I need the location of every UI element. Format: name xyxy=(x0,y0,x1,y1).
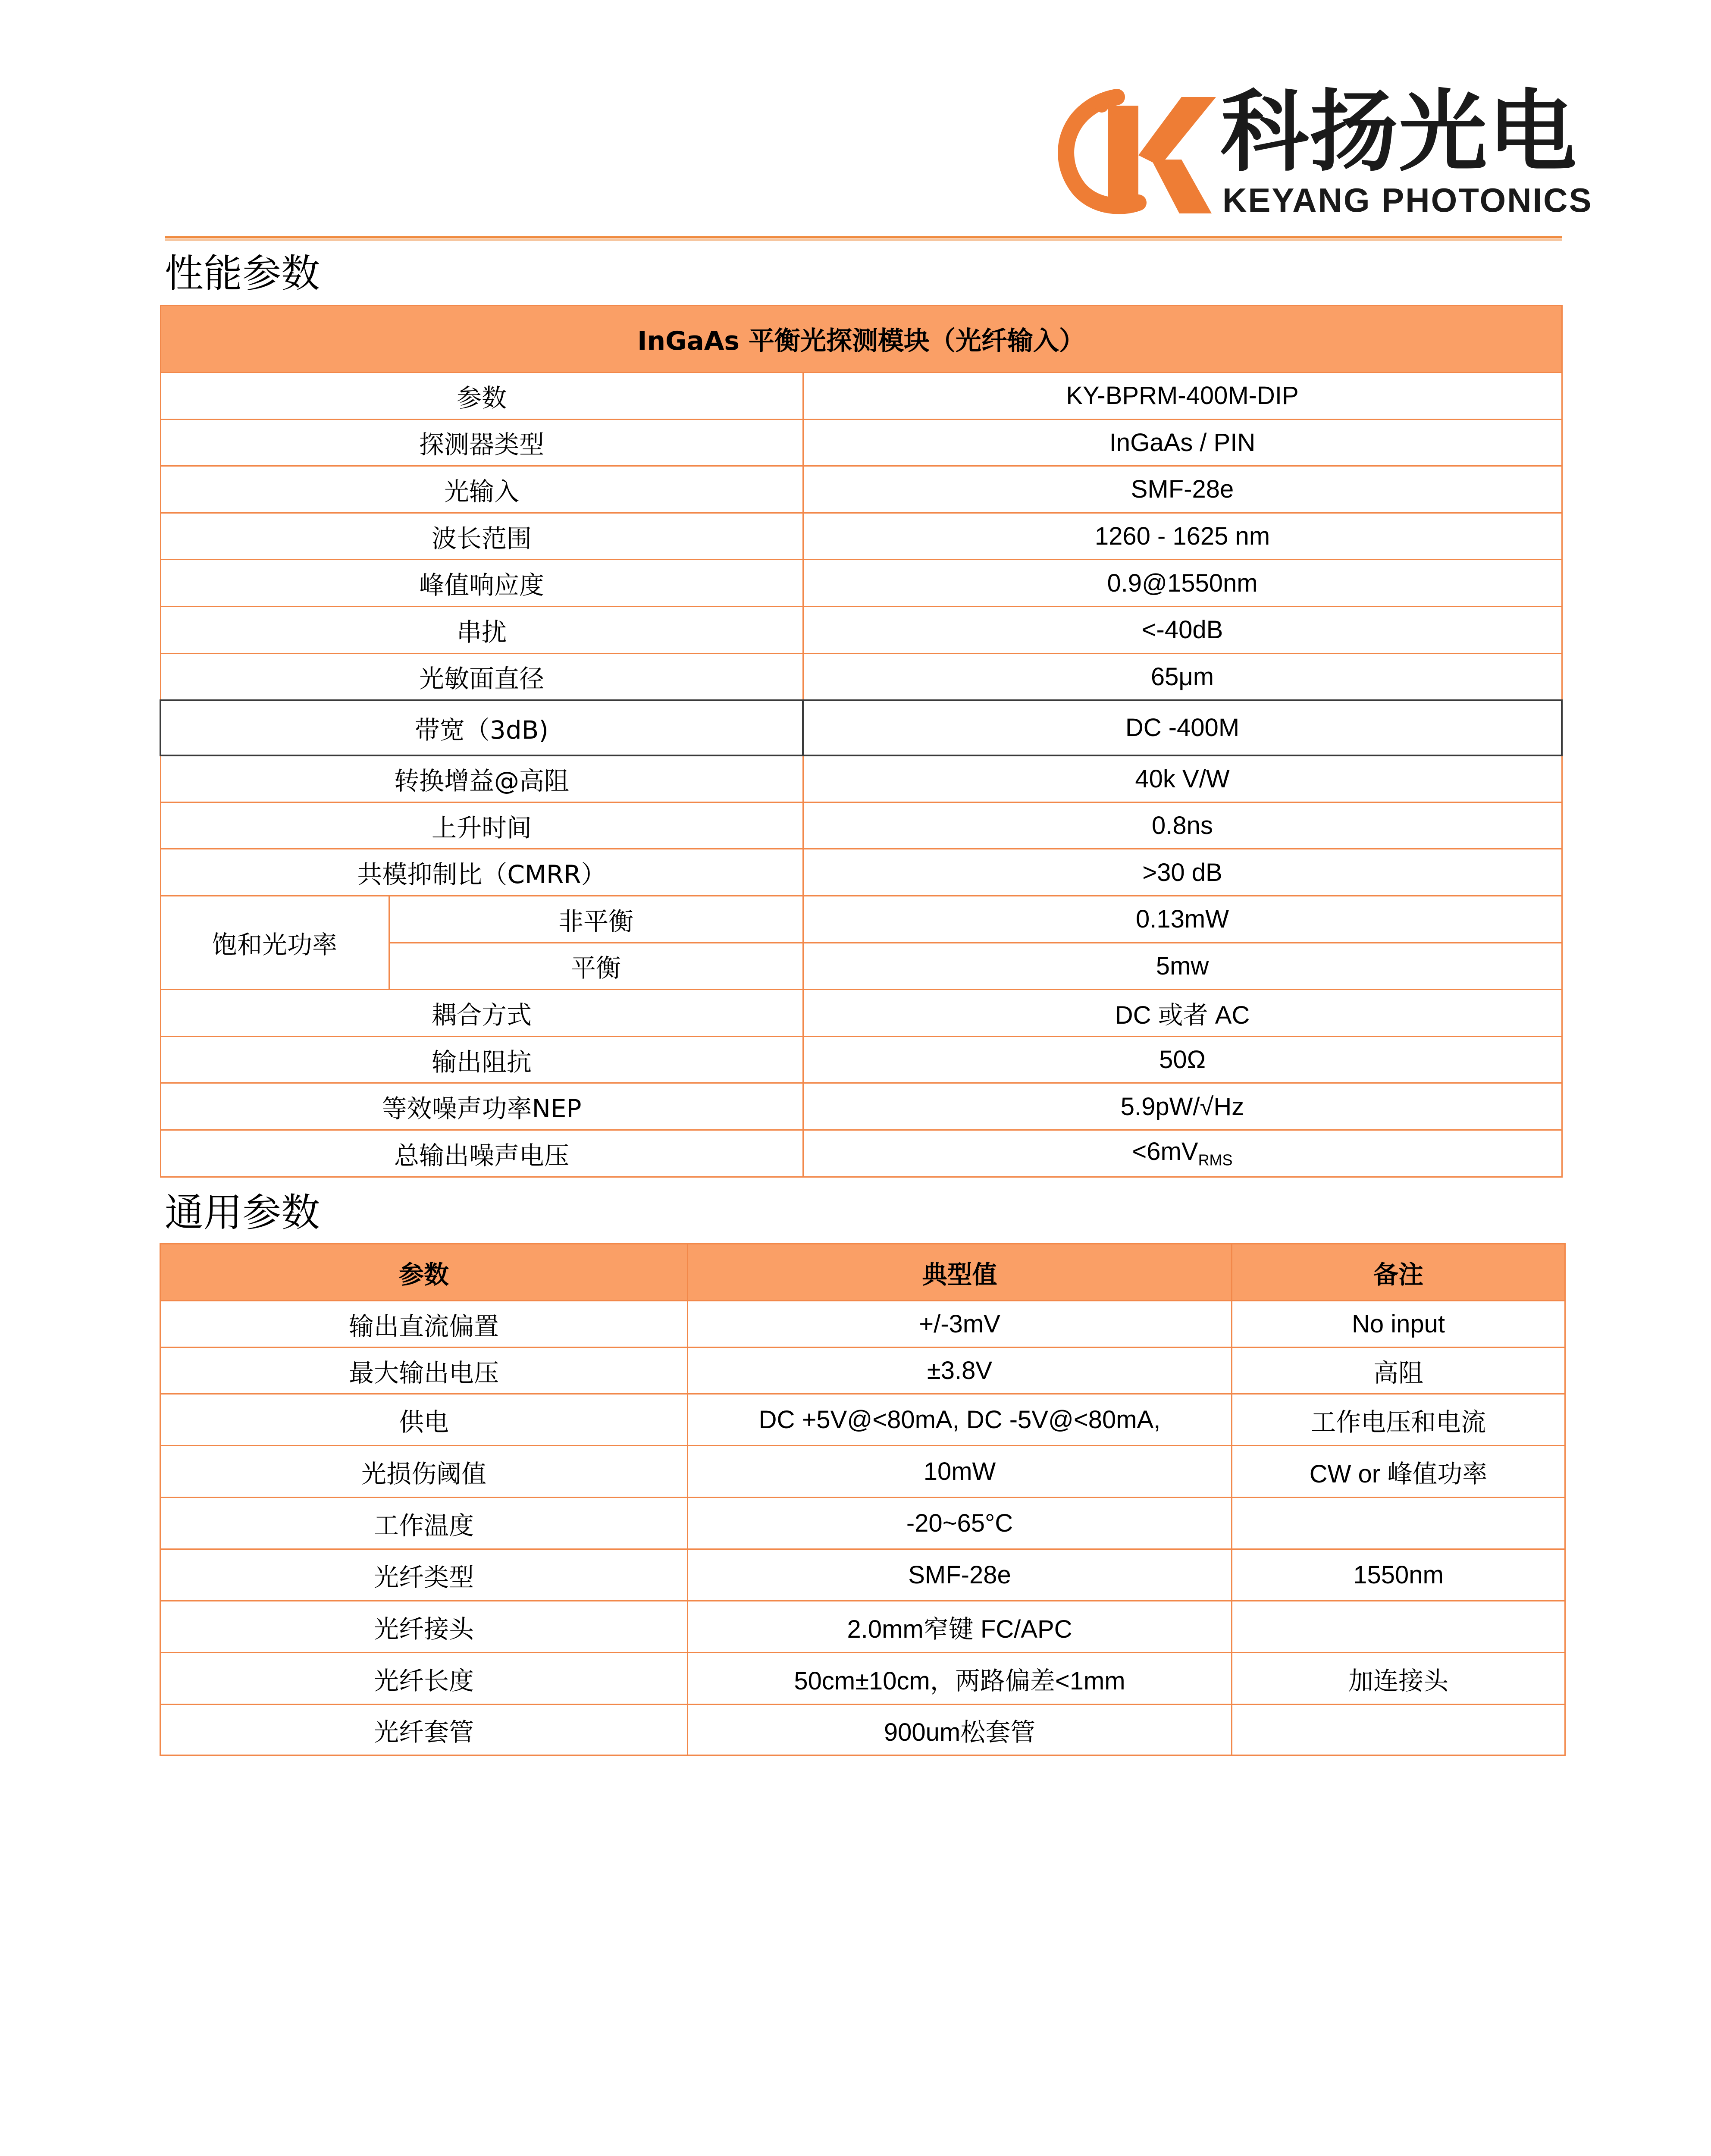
remark-cell xyxy=(1232,1498,1565,1549)
table-row xyxy=(160,1036,1562,1083)
param-name-cell: 输出直流偏置 xyxy=(160,1301,688,1348)
param-value-cell: 40k V/W xyxy=(803,755,1562,802)
noise-value: <6mV xyxy=(1132,1138,1198,1166)
table-row xyxy=(160,419,1562,466)
table-row xyxy=(160,653,1562,700)
remark-cell xyxy=(1232,1601,1565,1653)
typical-value-cell: 50cm±10cm，两路偏差<1mm xyxy=(688,1653,1232,1705)
typical-value-cell: 900um松套管 xyxy=(688,1705,1232,1755)
table-row xyxy=(160,513,1562,560)
general-parameters-table xyxy=(160,1243,1566,1756)
column-header-typical: 典型值 xyxy=(688,1244,1232,1301)
performance-table-title: InGaAs 平衡光探测模块（光纤输入） xyxy=(160,306,1562,373)
param-name-cell: 供电 xyxy=(160,1394,688,1446)
noise-unit-subscript: RMS xyxy=(1198,1151,1233,1169)
param-name-cell: 上升时间 xyxy=(160,802,803,849)
remark-cell: CW or 峰值功率 xyxy=(1232,1446,1565,1498)
table-row xyxy=(160,990,1562,1037)
param-name-cell: 转换增益@高阻 xyxy=(160,755,803,802)
table-row xyxy=(160,560,1562,607)
param-name-cell: 带宽（3dB) xyxy=(160,700,803,755)
param-name-cell: 工作温度 xyxy=(160,1498,688,1549)
typical-value-cell: DC +5V@<80mA, DC -5V@<80mA, xyxy=(688,1394,1232,1446)
typical-value-cell: +/-3mV xyxy=(688,1301,1232,1348)
remark-cell xyxy=(1232,1705,1565,1755)
column-header-param: 参数 xyxy=(160,1244,688,1301)
table-row xyxy=(160,1498,1565,1549)
table-row xyxy=(160,1301,1565,1348)
param-value-cell: DC 或者 AC xyxy=(803,990,1562,1037)
param-value-cell: 1260 - 1625 nm xyxy=(803,513,1562,560)
general-table-header-row xyxy=(160,1244,1565,1301)
saturation-mode-cell: 平衡 xyxy=(389,943,803,990)
table-row xyxy=(160,606,1562,653)
table-row xyxy=(160,1705,1565,1755)
table-row xyxy=(160,1549,1565,1601)
saturation-value-cell: 5mw xyxy=(803,943,1562,990)
param-name-cell: 总输出噪声电压 xyxy=(160,1130,803,1177)
keyang-k-logo-icon xyxy=(1052,80,1216,226)
header-divider xyxy=(165,236,1562,238)
table-row xyxy=(160,755,1562,802)
param-name-cell: 峰值响应度 xyxy=(160,560,803,607)
param-value-cell: SMF-28e xyxy=(803,466,1562,513)
param-name-cell: 光纤类型 xyxy=(160,1549,688,1601)
remark-cell: 加连接头 xyxy=(1232,1653,1565,1705)
table-row xyxy=(160,1446,1565,1498)
param-value-cell: DC -400M xyxy=(803,700,1562,755)
param-name-cell: 参数 xyxy=(160,373,803,420)
table-row xyxy=(160,1394,1565,1446)
section-title-general: 通用参数 xyxy=(165,1190,320,1235)
param-name-cell: 光敏面直径 xyxy=(160,653,803,700)
param-name-cell: 探测器类型 xyxy=(160,419,803,466)
table-row xyxy=(160,1083,1562,1130)
param-name-cell: 最大输出电压 xyxy=(160,1348,688,1394)
table-row xyxy=(160,373,1562,420)
param-name-cell: 耦合方式 xyxy=(160,990,803,1037)
remark-cell: 1550nm xyxy=(1232,1549,1565,1601)
table-row xyxy=(160,700,1562,755)
param-name-cell: 光损伤阈值 xyxy=(160,1446,688,1498)
param-value-cell: KY-BPRM-400M-DIP xyxy=(803,373,1562,420)
param-name-cell: 波长范围 xyxy=(160,513,803,560)
typical-value-cell: 2.0mm窄键 FC/APC xyxy=(688,1601,1232,1653)
param-name-cell: 等效噪声功率NEP xyxy=(160,1083,803,1130)
company-logo xyxy=(1052,80,1593,226)
remark-cell: No input xyxy=(1232,1301,1565,1348)
typical-value-cell: ±3.8V xyxy=(688,1348,1232,1394)
param-name-cell: 光纤套管 xyxy=(160,1705,688,1755)
table-row xyxy=(160,849,1562,896)
param-name-cell: 共模抑制比（CMRR） xyxy=(160,849,803,896)
saturation-value-cell: 0.13mW xyxy=(803,896,1562,943)
column-header-remark: 备注 xyxy=(1232,1244,1565,1301)
param-name-cell: 串扰 xyxy=(160,606,803,653)
param-value-cell: 50Ω xyxy=(803,1036,1562,1083)
general-table-body xyxy=(160,1301,1565,1755)
param-value-cell: 65μm xyxy=(803,653,1562,700)
table-row xyxy=(160,1653,1565,1705)
typical-value-cell: 10mW xyxy=(688,1446,1232,1498)
brand-name-en: KEYANG PHOTONICS xyxy=(1222,181,1593,219)
param-value-cell: 0.9@1550nm xyxy=(803,560,1562,607)
table-row xyxy=(160,1348,1565,1394)
performance-table-body xyxy=(160,373,1562,1177)
brand-name-cn: 科扬光电 xyxy=(1220,81,1577,184)
param-name-cell: 光纤长度 xyxy=(160,1653,688,1705)
table-row xyxy=(160,466,1562,513)
table-row xyxy=(160,896,1562,943)
param-name-cell: 光输入 xyxy=(160,466,803,513)
param-name-cell: 输出阻抗 xyxy=(160,1036,803,1083)
remark-cell: 高阻 xyxy=(1232,1348,1565,1394)
param-value-cell: 5.9pW/√Hz xyxy=(803,1083,1562,1130)
table-row xyxy=(160,1601,1565,1653)
param-value-cell: >30 dB xyxy=(803,849,1562,896)
performance-table xyxy=(160,305,1563,1178)
param-value-cell: <-40dB xyxy=(803,606,1562,653)
table-row xyxy=(160,1130,1562,1177)
param-name-cell: 光纤接头 xyxy=(160,1601,688,1653)
param-value-cell xyxy=(803,1130,1562,1177)
saturation-label-cell: 饱和光功率 xyxy=(160,896,389,989)
param-value-cell: InGaAs / PIN xyxy=(803,419,1562,466)
saturation-mode-cell: 非平衡 xyxy=(389,896,803,943)
section-title-performance: 性能参数 xyxy=(165,251,320,296)
param-value-cell: 0.8ns xyxy=(803,802,1562,849)
typical-value-cell: -20~65°C xyxy=(688,1498,1232,1549)
typical-value-cell: SMF-28e xyxy=(688,1549,1232,1601)
table-row xyxy=(160,802,1562,849)
remark-cell: 工作电压和电流 xyxy=(1232,1394,1565,1446)
